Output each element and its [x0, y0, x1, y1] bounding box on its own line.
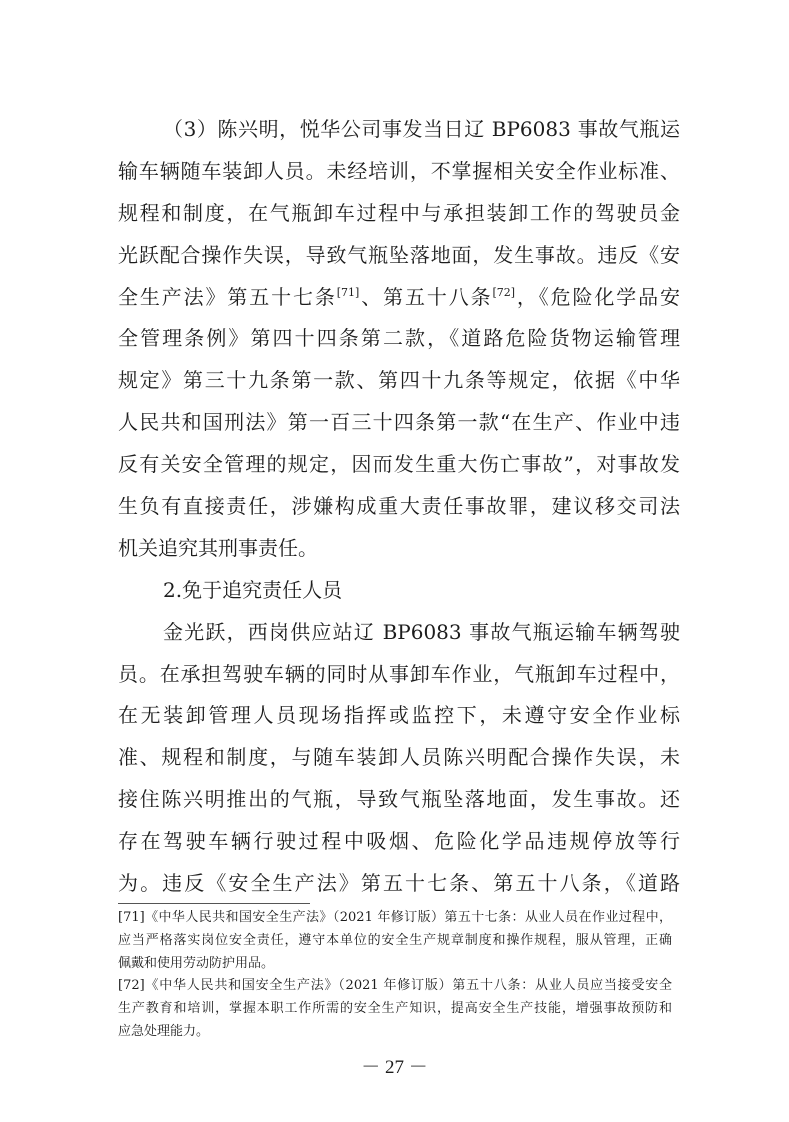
page-number: － 27 － — [361, 1057, 428, 1078]
text-segment: ，《危险化学品安 — [515, 284, 681, 309]
footnote-line: 应急处理能力。 — [118, 1023, 210, 1039]
text-line: 接住陈兴明推出的气瓶，导致气瓶坠落地面，发生事故。还 — [118, 787, 680, 812]
footnote-line: [72]《中华人民共和国安全生产法》（2021 年修订版）第五十八条：从业人员应当接受安全 — [118, 978, 672, 994]
text-line: 规程和制度，在气瓶卸车过程中与承担装卸工作的驾驶员金 — [118, 200, 680, 225]
footnote-ref-72[interactable]: [72] — [492, 286, 516, 300]
footnote-line: 应当严格落实岗位安全责任，遵守本单位的安全生产规章制度和操作规程，服从管理，正确 — [118, 932, 672, 948]
text-line: 存在驾驶车辆行驶过程中吸烟、危险化学品违规停放等行 — [118, 829, 680, 854]
paragraph-1 — [118, 109, 680, 570]
text-line: 输车辆随车装卸人员。未经培训，不掌握相关安全作业标准、 — [118, 158, 680, 183]
footnote-line: 佩戴和使用劳动防护用品。 — [118, 955, 275, 971]
footnote-line: [71]《中华人民共和国安全生产法》（2021 年修订版）第五十七条：从业人员在作业过程中， — [118, 910, 672, 925]
text-line: 员。在承担驾驶车辆的同时从事卸车作业，气瓶卸车过程中， — [118, 661, 680, 686]
main-text — [118, 109, 680, 905]
text-line: 金光跃，西岗供应站辽 BP6083 事故气瓶运输车辆驾驶 — [163, 619, 680, 644]
text-line: 为。违反《安全生产法》第五十七条、第五十八条，《道路 — [118, 871, 680, 896]
text-line: 反有关安全管理的规定，因而发生重大伤亡事故”，对事故发 — [118, 452, 680, 477]
footnote-separator — [118, 903, 310, 904]
text-line: 规定》第三十九条第一款、第四十九条等规定，依据《中华 — [118, 368, 680, 393]
text-line: 准、规程和制度，与随车装卸人员陈兴明配合操作失误，未 — [118, 745, 680, 770]
section-heading: 2.免于追究责任人员 — [163, 577, 343, 602]
text-line: 在无装卸管理人员现场指挥或监控下，未遵守安全作业标 — [118, 703, 680, 728]
footnotes — [118, 907, 672, 1044]
footnote-72 — [118, 975, 672, 1043]
footnote-ref-71[interactable]: [71] — [336, 286, 360, 300]
text-line: 光跃配合操作失误，导致气瓶坠落地面，发生事故。违反《安 — [118, 242, 680, 267]
text-line: 全管理条例》第四十四条第二款，《道路危险货物运输管理 — [118, 326, 680, 351]
footnote-71 — [118, 907, 672, 975]
footnote-line: 生产教育和培训，掌握本职工作所需的安全生产知识，提高安全生产技能，增强事故预防和 — [118, 1001, 672, 1017]
text-line: 机关追究其刑事责任。 — [118, 535, 318, 560]
text-line: 生负有直接责任，涉嫌构成重大责任事故罪，建议移交司法 — [118, 494, 680, 519]
text-line: 人民共和国刑法》第一百三十四条第一款“在生产、作业中违 — [118, 410, 680, 435]
text-segment: 、第五十八条 — [359, 284, 493, 309]
text-line — [118, 277, 680, 319]
paragraph-2 — [118, 612, 680, 905]
text-line: （3）陈兴明，悦华公司事发当日辽 BP6083 事故气瓶运 — [163, 117, 680, 141]
text-segment: 全生产法》第五十七条 — [118, 284, 337, 309]
